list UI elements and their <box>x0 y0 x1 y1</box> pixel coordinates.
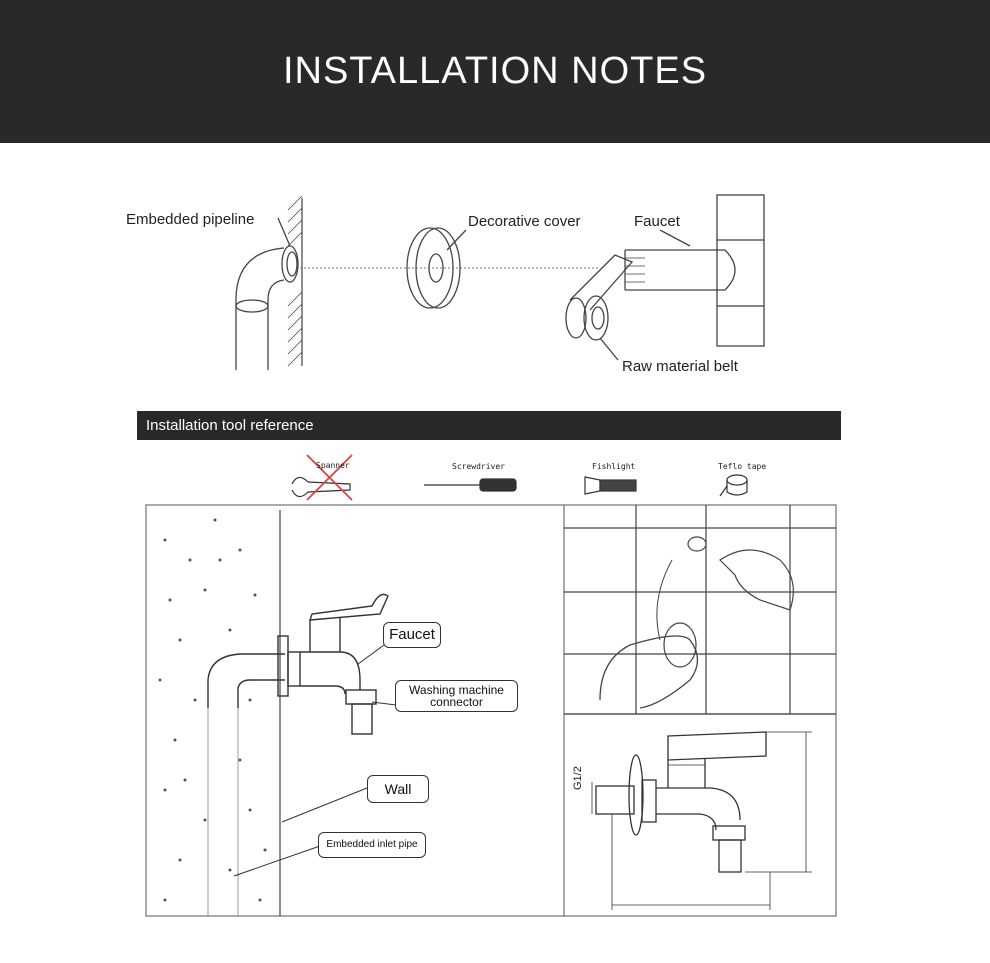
tool-label-screwdriver: Screwdriver <box>452 462 505 471</box>
label-faucet: Faucet <box>634 213 680 230</box>
flashlight-icon <box>585 477 636 494</box>
dimension-drawing <box>592 732 812 910</box>
screwdriver-icon <box>424 479 516 491</box>
page-title: INSTALLATION NOTES <box>282 50 708 92</box>
callout-faucet: Faucet <box>383 622 441 648</box>
label-decorative-cover: Decorative cover <box>468 213 581 230</box>
teflon-tape-icon <box>720 475 747 496</box>
concrete-wall <box>159 510 286 916</box>
faucet-front-drawing <box>278 594 388 734</box>
callout-washing-line1: Washing machine <box>409 683 504 697</box>
tools-section-header: Installation tool reference <box>137 411 841 440</box>
dimension-label-g12: G1/2 <box>572 766 584 790</box>
callout-washing-machine-connector <box>395 680 518 712</box>
callout-embedded-inlet-pipe: Embedded inlet pipe <box>318 832 426 858</box>
tool-label-flashlight: Fishlight <box>592 462 636 471</box>
tape-drawing <box>566 255 632 360</box>
embedded-pipeline-drawing <box>236 218 298 370</box>
label-embedded-pipeline: Embedded pipeline <box>126 211 255 228</box>
callout-washing-line2: connector <box>430 695 483 709</box>
tool-label-teflon-tape: Teflo tape <box>718 462 767 471</box>
label-raw-material-belt: Raw material belt <box>622 358 738 375</box>
tiled-wall <box>564 505 836 714</box>
callout-wall: Wall <box>367 775 429 803</box>
wall-section-top <box>288 196 302 366</box>
tool-label-spanner: Spanner <box>316 461 350 470</box>
